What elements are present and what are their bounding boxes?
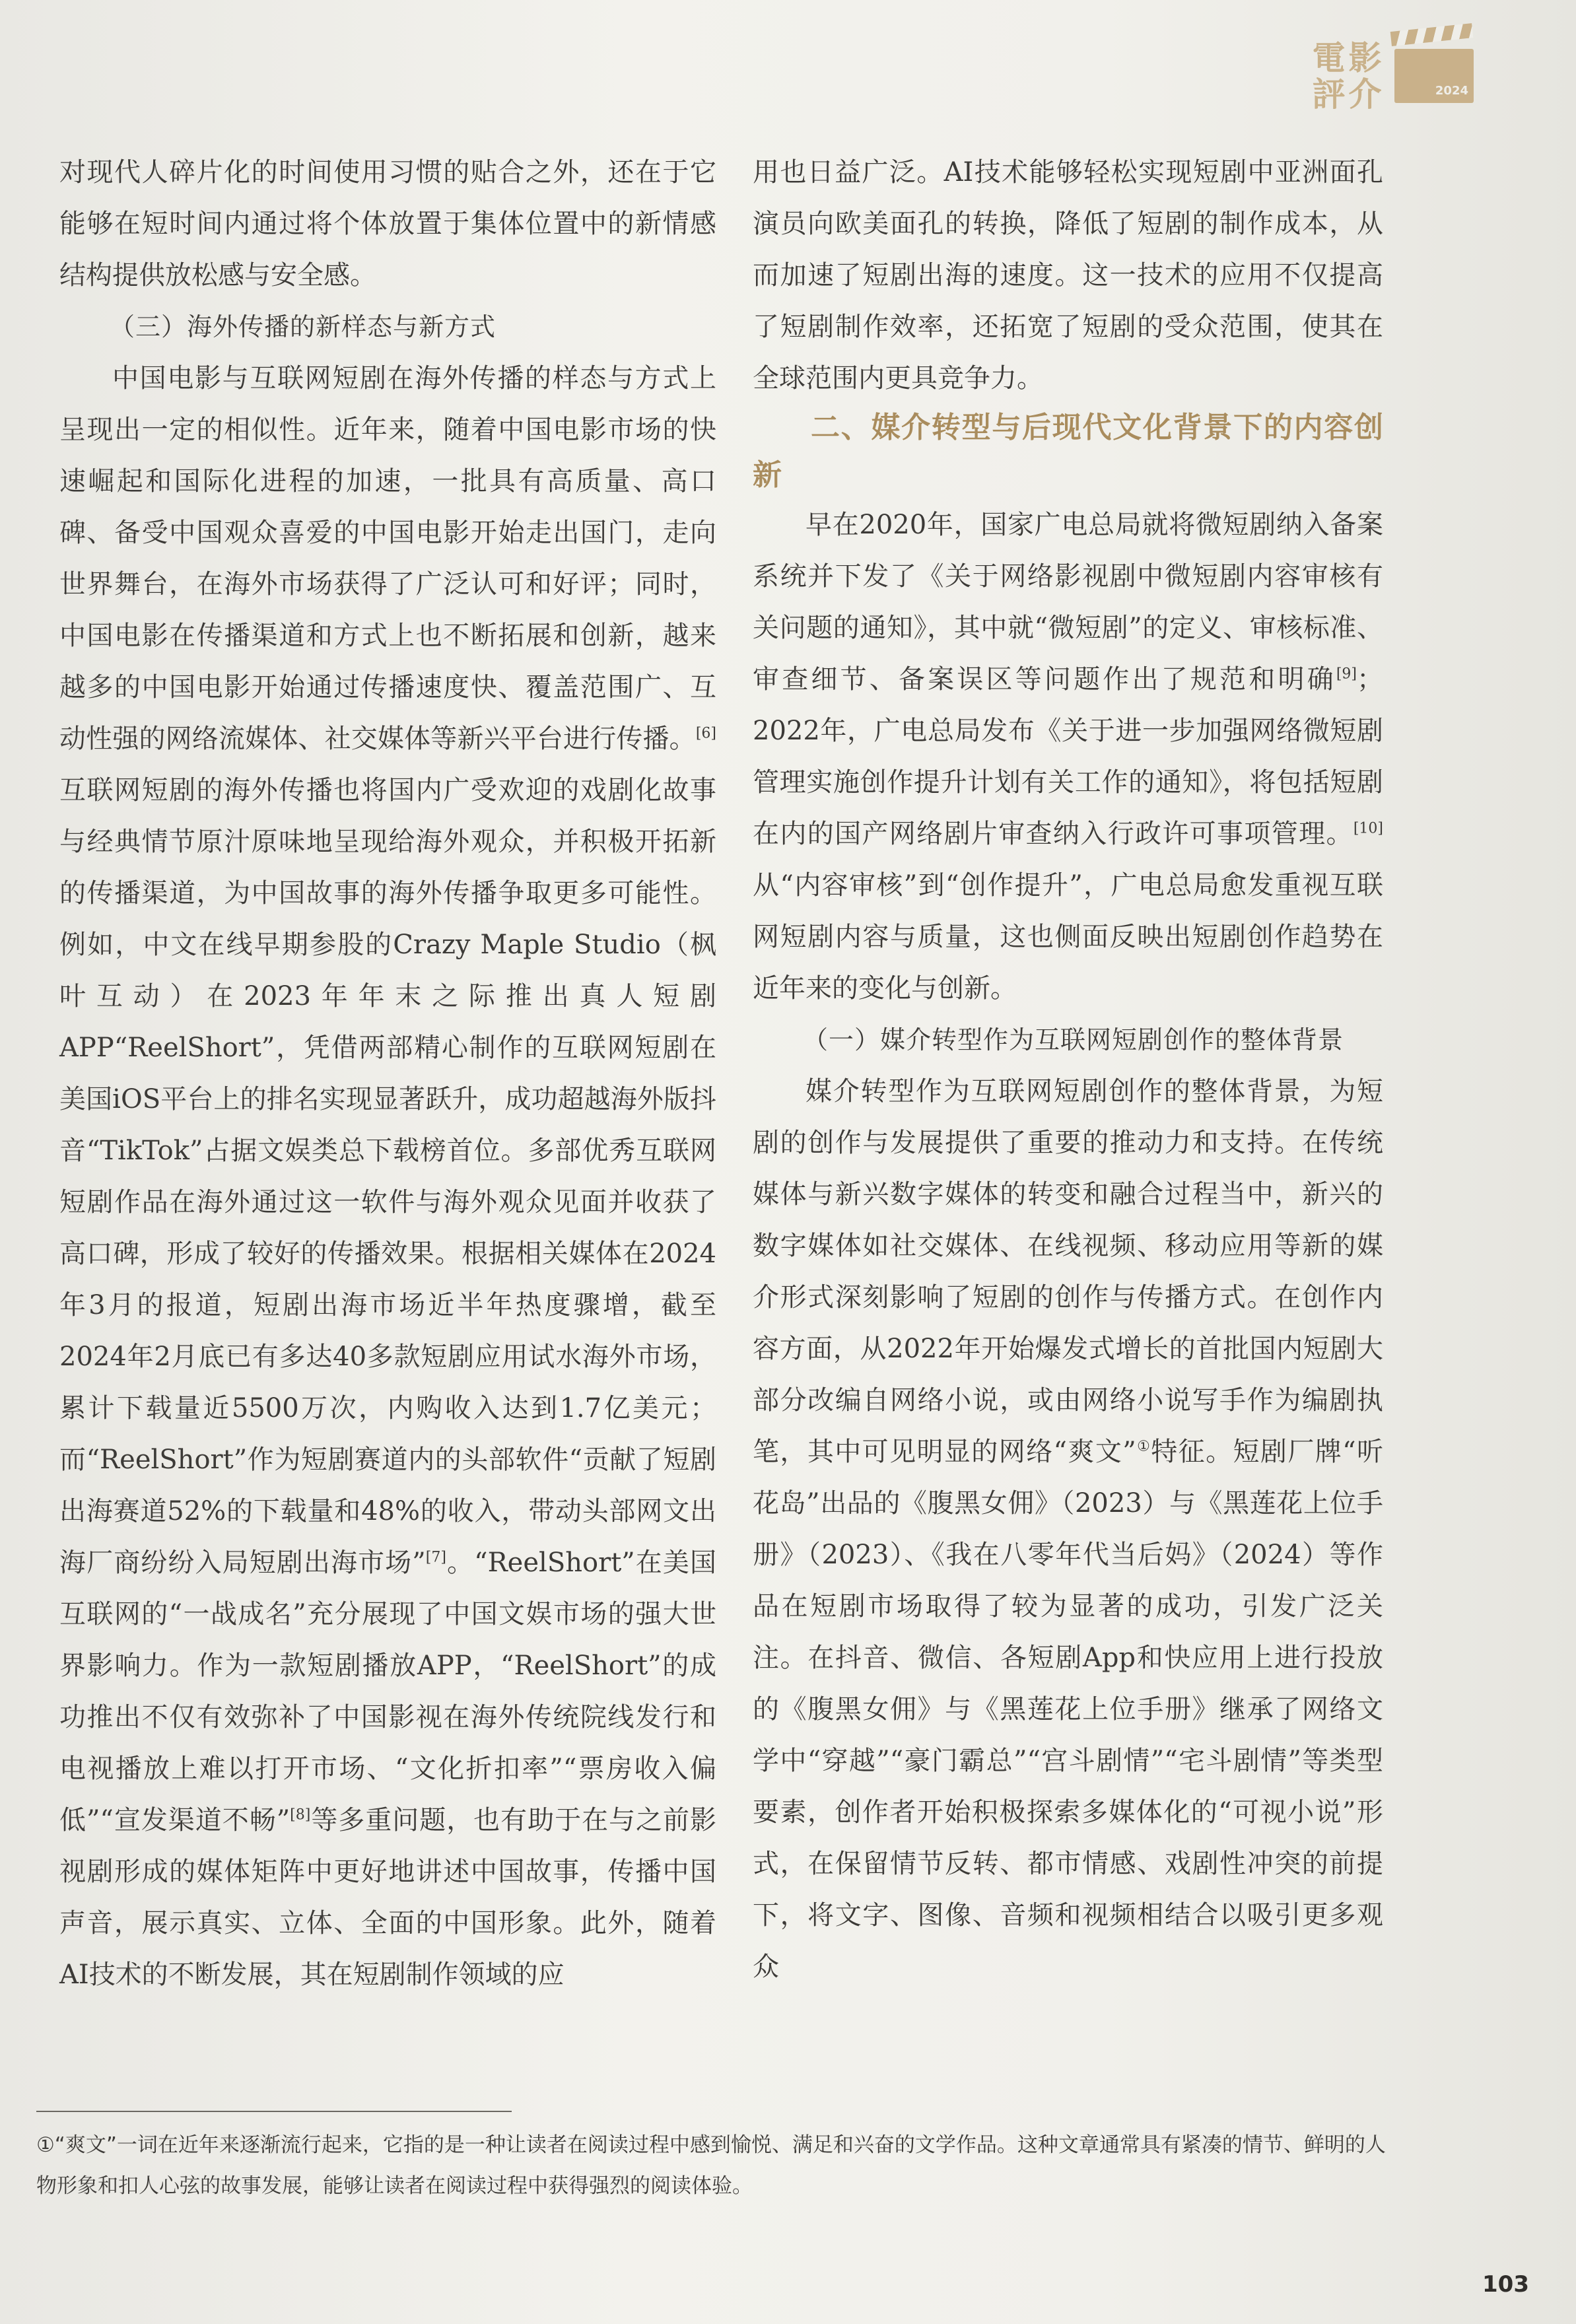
logo-char: 介 (1348, 75, 1382, 114)
paragraph (753, 1066, 1383, 1993)
logo-badge: 2024 (1435, 84, 1468, 98)
right-column (753, 147, 1383, 1993)
logo-char: 影 (1348, 38, 1382, 77)
citation-ref: [7] (425, 1549, 446, 1566)
paragraph: 用也日益广泛。AI技术能够轻松实现短剧中亚洲面孔演员向欧美面孔的转换，降低了短剧的制作成本，从而加速了短剧出海的速度。这一技术的应用不仅提高了短剧制作效率，还拓宽了短剧的受众范围，使其在全球范围内更具竞争力。 (753, 157, 1383, 393)
clapperboard-icon (1394, 49, 1474, 103)
paragraph (59, 353, 716, 2000)
text-run: 特征。短剧厂牌“听花岛”出品的《腹黑女佣》（2023）与《黑莲花上位手册》（2023）、《我在八零年代当后妈》（2024）等作品在短剧市场取得了较为显著的成功，引发广泛关注。在抖音、微信、各短剧App和快应用上进行投放的《腹黑女佣》与《黑莲花上位手册》继承了网络文学中“穿越”“豪门霸总”“宫斗剧情”“宅斗剧情”等类型要素，创作者开始积极探索多媒体化的“可视小说”形式，在保留情节反转、都市情感、戏剧性冲突的前提下，将文字、图像、音频和视频相结合以吸引更多观众 (753, 1437, 1384, 1982)
logo-char: 電 (1312, 38, 1346, 77)
footnote-ref: ① (1136, 1438, 1151, 1455)
subsection-heading: （一）媒介转型作为互联网短剧创作的整体背景 (803, 1025, 1344, 1054)
footnote-divider (36, 2111, 512, 2112)
citation-ref: [8] (290, 1806, 311, 1824)
section-heading: 二、媒介转型与后现代文化背景下的内容创新 (753, 411, 1383, 492)
text-run: 从“内容审核”到“创作提升”，广电总局愈发重视互联网短剧内容与质量，这也侧面反映出短剧创作趋势在近年来的变化与创新。 (753, 870, 1383, 1004)
paragraph (753, 499, 1383, 1014)
paragraph: 对现代人碎片化的时间使用习惯的贴合之外，还在于它能够在短时间内通过将个体放置于集体位置中的新情感结构提供放松感与安全感。 (59, 157, 716, 290)
text-run: 早在2020年，国家广电总局就将微短剧纳入备案系统并下发了《关于网络影视剧中微短剧内容审核有关问题的通知》，其中就“微短剧”的定义、审核标准、审查细节、备案误区等问题作出了规范和明确 (753, 510, 1383, 695)
journal-logo (1311, 36, 1489, 116)
page-number: 103 (1482, 2271, 1529, 2298)
citation-ref: [9] (1336, 666, 1357, 683)
logo-calligraphy (1311, 40, 1387, 112)
text-run: 互联网短剧的海外传播也将国内广受欢迎的戏剧化故事与经典情节原汁原味地呈现给海外观众，并积极开拓新的传播渠道，为中国故事的海外传播争取更多可能性。例如，中文在线早期参股的Crazy Maple Studio（枫叶互动）在2023年年末之际推出真人短剧APP“ReelShort”，凭借两部精心制作的互联网短剧在美国iOS平台上的排名实现显著跃升，成功超越海外版抖音“TikTok”占据文娱类总下载榜首位。多部优秀互联网短剧作品在海外通过这一软件与海外观众见面并收获了高口碑，形成了较好的传播效果。根据相关媒体在2024年3月的报道，短剧出海市场近半年热度骤增，截至2024年2月底已有多达40多款短剧应用试水海外市场，累计下载量近5500万次，内购收入达到1.7亿美元；而“ReelShort”作为短剧赛道内的头部软件“贡献了短剧出海赛道52%的下载量和48%的收入，带动头部网文出海厂商纷纷入局短剧出海市场” (59, 775, 716, 1578)
logo-char: 評 (1312, 75, 1346, 114)
footnote: ①“爽文”一词在近年来逐渐流行起来，它指的是一种让读者在阅读过程中感到愉悦、满足和兴奋的文学作品。这种文章通常具有紧凑的情节、鲜明的人物形象和扣人心弦的故事发展，能够让读者在阅读过程中获得强烈的阅读体验。 (36, 2133, 1386, 2198)
text-run: ；2022年，广电总局发布《关于进一步加强网络微短剧管理实施创作提升计划有关工作的通知》，将包括短剧在内的国产网络剧片审查纳入行政许可事项管理。 (753, 664, 1383, 849)
subsection-heading: （三）海外传播的新样态与新方式 (110, 312, 497, 341)
text-run: 媒介转型作为互联网短剧创作的整体背景，为短剧的创作与发展提供了重要的推动力和支持。在传统媒体与新兴数字媒体的转变和融合过程当中，新兴的数字媒体如社交媒体、在线视频、移动应用等新的媒介形式深刻影响了短剧的创作与传播方式。在创作内容方面，从2022年开始爆发式增长的首批国内短剧大部分改编自网络小说，或由网络小说写手作为编剧执笔，其中可见明显的网络“爽文” (753, 1076, 1383, 1467)
text-run: 。“ReelShort”在美国互联网的“一战成名”充分展现了中国文娱市场的强大世界影响力。作为一款短剧播放APP，“ReelShort”的成功推出不仅有效弥补了中国影视在海外传统院线发行和电视播放上难以打开市场、“文化折扣率”“票房收入偏低”“宣发渠道不畅” (59, 1548, 717, 1835)
text-run: 中国电影与互联网短剧在海外传播的样态与方式上呈现出一定的相似性。近年来，随着中国电影市场的快速崛起和国际化进程的加速，一批具有高质量、高口碑、备受中国观众喜爱的中国电影开始走出国门，走向世界舞台，在海外市场获得了广泛认可和好评；同时，中国电影在传播渠道和方式上也不断拓展和创新，越来越多的中国电影开始通过传播速度快、覆盖范围广、互动性强的网络流媒体、社交媒体等新兴平台进行传播。 (59, 363, 716, 754)
citation-ref: [6] (695, 725, 716, 742)
citation-ref: [10] (1353, 820, 1383, 837)
text-run: 等多重问题，也有助于在与之前影视剧形成的媒体矩阵中更好地讲述中国故事，传播中国声音，展示真实、立体、全面的中国形象。此外，随着AI技术的不断发展，其在短剧制作领域的应 (59, 1805, 716, 1990)
left-column (59, 147, 716, 2000)
